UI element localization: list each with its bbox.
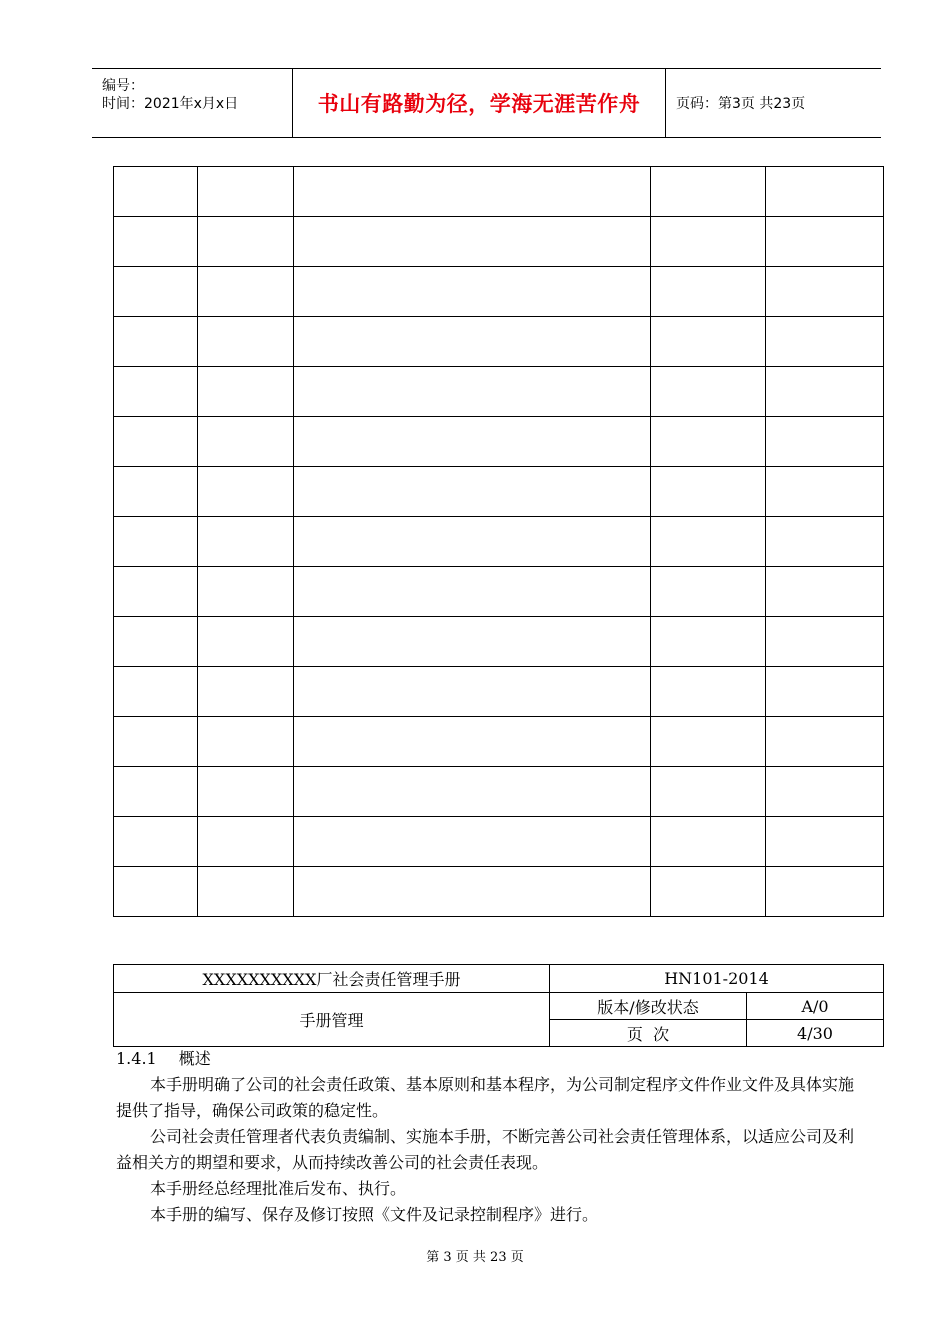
table-cell [766,167,884,217]
blank-record-table [113,166,884,917]
table-cell [766,817,884,867]
table-cell [198,317,294,367]
table-cell [294,717,651,767]
table-cell [294,817,651,867]
table-cell [198,467,294,517]
table-cell [651,367,766,417]
table-cell [651,417,766,467]
time-label: 时间：2021年x月x日 [102,96,239,112]
manual-section: 手册管理 [114,993,550,1047]
table-cell [114,167,198,217]
table-row [114,817,884,867]
table-cell [651,767,766,817]
table-cell [651,267,766,317]
table-cell [766,217,884,267]
table-cell [766,417,884,467]
table-cell [198,367,294,417]
paragraph: 本手册明确了公司的社会责任政策、基本原则和基本程序，为公司制定程序文件作业文件及具体实施提供了指导，确保公司政策的稳定性。 [116,1075,855,1120]
page-label: 页码：第3页 共23页 [676,96,806,112]
table-cell [766,467,884,517]
table-cell [766,617,884,667]
header-motto-cell [292,69,666,137]
table-cell [198,867,294,917]
table-cell [766,767,884,817]
table-cell [294,267,651,317]
table-cell [114,817,198,867]
version-label: 版本/修改状态 [550,993,747,1020]
page-header [92,68,881,138]
table-cell [651,867,766,917]
page-count-label: 页 次 [550,1020,747,1047]
table-cell [198,767,294,817]
table-row [114,867,884,917]
table-cell [651,217,766,267]
section-number: 1.4.1 [116,1049,157,1068]
table-cell [766,317,884,367]
page-footer: 第 3 页 共 23 页 [426,1250,524,1265]
table-cell [294,867,651,917]
table-cell [766,717,884,767]
table-cell [198,617,294,667]
table-row [114,567,884,617]
table-cell [198,267,294,317]
table-cell [198,817,294,867]
version-value: A/0 [747,993,884,1020]
paragraph: 本手册的编写、保存及修订按照《文件及记录控制程序》进行。 [150,1205,599,1224]
table-cell [198,417,294,467]
number-label: 编号： [102,78,144,94]
paragraph: 公司社会责任管理者代表负责编制、实施本手册，不断完善公司社会责任管理体系，以适应公司及利益相关方的期望和要求，从而持续改善公司的社会责任表现。 [116,1127,855,1172]
table-cell [114,317,198,367]
table-cell [198,667,294,717]
table-cell [198,717,294,767]
table-cell [294,617,651,667]
table-row [114,367,884,417]
section-title: 概述 [178,1049,211,1068]
table-cell [294,667,651,717]
table-row [114,417,884,467]
table-row [114,767,884,817]
table-row [114,667,884,717]
table-cell [651,717,766,767]
table-row [114,517,884,567]
table-cell [294,567,651,617]
manual-code: HN101-2014 [550,965,884,993]
motto-text: 书山有路勤为径，学海无涯苦作舟 [317,92,641,116]
table-row [114,617,884,667]
table-row [114,217,884,267]
table-cell [651,567,766,617]
table-row [114,467,884,517]
table-cell [114,767,198,817]
table-cell [114,717,198,767]
blank-record-table-body [114,167,884,917]
table-cell [114,517,198,567]
table-cell [651,317,766,367]
table-cell [114,467,198,517]
section-heading [116,1046,866,1072]
page-count-value: 4/30 [747,1020,884,1047]
table-cell [651,517,766,567]
table-cell [294,167,651,217]
table-cell [294,767,651,817]
table-cell [114,217,198,267]
table-cell [766,367,884,417]
table-row [114,317,884,367]
table-cell [651,667,766,717]
header-meta [92,69,292,137]
table-cell [198,517,294,567]
table-cell [766,667,884,717]
table-cell [294,317,651,367]
header-page-cell [666,69,881,137]
paragraph: 本手册经总经理批准后发布、执行。 [150,1179,407,1198]
table-cell [766,267,884,317]
table-cell [651,167,766,217]
table-cell [766,517,884,567]
table-cell [294,517,651,567]
table-cell [651,817,766,867]
table-cell [114,267,198,317]
table-cell [198,167,294,217]
table-row [114,167,884,217]
table-cell [114,417,198,467]
table-row [114,717,884,767]
table-cell [651,617,766,667]
table-cell [198,567,294,617]
table-cell [651,467,766,517]
table-cell [294,467,651,517]
table-cell [766,867,884,917]
manual-info-table [113,964,884,1047]
table-row [114,267,884,317]
manual-title: XXXXXXXXXX厂社会责任管理手册 [114,965,550,993]
table-cell [114,367,198,417]
table-cell [114,617,198,667]
table-cell [114,667,198,717]
overview-section [116,1046,866,1228]
table-cell [294,367,651,417]
table-cell [198,217,294,267]
table-cell [114,867,198,917]
table-cell [114,567,198,617]
table-cell [294,217,651,267]
table-cell [294,417,651,467]
table-cell [766,567,884,617]
